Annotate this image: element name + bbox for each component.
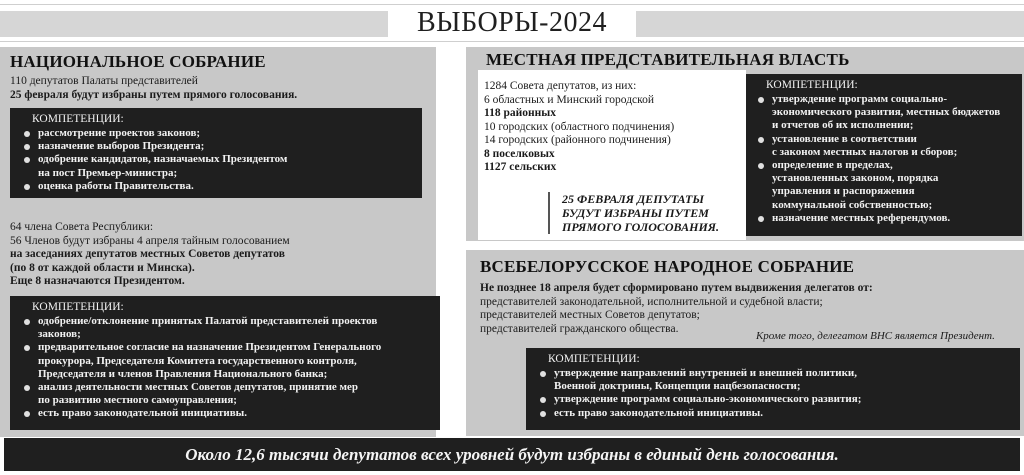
house-comp-list <box>16 127 416 193</box>
council-competences <box>10 296 440 430</box>
vns-line3: представителей местных Советов депутатов; <box>480 309 700 321</box>
footer-banner: Около 12,6 тысячи депутатов всех уровней будут избраны в единый день голосования. <box>4 438 1020 471</box>
vns-title: ВСЕБЕЛОРУССКОЕ НАРОДНОЕ СОБРАНИЕ <box>480 257 855 276</box>
list-item-cont: и отчетов об их исполнении; <box>772 119 914 132</box>
national-title: НАЦИОНАЛЬНОЕ СОБРАНИЕ <box>10 52 266 71</box>
vns-competences <box>526 348 1020 430</box>
list-item-cont: Военной доктрины, Концепции нацбезопасности; <box>554 380 801 393</box>
list-item: есть право законодательной инициативы. <box>16 407 434 420</box>
local-stats <box>484 80 744 175</box>
list-item-cont: с законом местных налогов и сборов; <box>772 145 958 158</box>
list-item-cont: прокурора, Председателя Комитета государственного контроля, <box>38 354 357 367</box>
council-line2c: (по 8 от каждой области и Минска). <box>10 261 195 274</box>
vns-comp-list <box>532 367 1014 420</box>
national-gap <box>0 196 436 216</box>
local-title: МЕСТНАЯ ПРЕДСТАВИТЕЛЬНАЯ ВЛАСТЬ <box>486 50 850 69</box>
council-comp-list <box>16 315 434 421</box>
local-line: 118 районных <box>484 107 556 119</box>
vns-line1: Не позднее 18 апреля будет сформировано путем выдвижения делегатов от: <box>480 282 873 294</box>
list-item: утверждение направлений внутренней и внешней политики, <box>532 367 1014 380</box>
page-title: ВЫБОРЫ-2024 <box>416 7 607 38</box>
list-item-cont: по развитию местного самоуправления; <box>38 394 237 407</box>
council-line3: Еще 8 назначаются Президентом. <box>10 275 185 287</box>
list-item: определение в пределах, <box>750 159 1018 172</box>
local-competences <box>746 74 1022 236</box>
list-item-cont: установленных законом, порядка <box>772 172 939 185</box>
list-item: утверждение программ социально-экономического развития; <box>532 393 1014 406</box>
list-item: предварительное согласие на назначение Президентом Генерального <box>16 341 434 354</box>
council-info <box>10 221 430 289</box>
house-info <box>10 75 430 102</box>
list-item: одобрение/отклонение принятых Палатой представителей проектов <box>16 315 434 328</box>
list-item: установление в соответствии <box>750 133 1018 146</box>
local-comp-list <box>750 93 1018 225</box>
list-item: назначение выборов Президента; <box>16 140 416 153</box>
local-comp-title: КОМПЕТЕНЦИИ: <box>766 79 858 91</box>
list-item-cont: коммунальной собственностью; <box>772 198 933 211</box>
list-item-cont: законов; <box>38 328 81 341</box>
local-line: 10 городских (областного подчинения) <box>484 120 675 133</box>
list-item: рассмотрение проектов законов; <box>16 127 416 140</box>
local-line: 1284 Совета депутатов, из них: <box>484 80 637 92</box>
council-line2a: 56 Членов будут избраны 4 апреля тайным голосованием <box>10 234 290 247</box>
vns-note: Кроме того, делегатом ВНС является Президент. <box>756 330 995 342</box>
local-quote: 25 ФЕВРАЛЯ ДЕПУТАТЫ БУДУТ ИЗБРАНЫ ПУТЕМ ПРЯМОГО ГОЛОСОВАНИЯ. <box>548 192 724 234</box>
list-item: утверждение программ социально- <box>750 93 1018 106</box>
list-item-cont: управления и распоряжения <box>772 185 915 198</box>
local-line: 1127 сельских <box>484 161 557 173</box>
list-item: оценка работы Правительства. <box>16 180 416 193</box>
local-line: 6 областных и Минский городской <box>484 93 655 106</box>
council-comp-title: КОМПЕТЕНЦИИ: <box>32 301 124 313</box>
house-line1: 110 депутатов Палаты представителей <box>10 75 198 87</box>
council-line2b: на заседаниях депутатов местных Советов депутатов <box>10 248 285 260</box>
title-bar <box>0 4 1024 42</box>
local-line: 14 городских (районного подчинения) <box>484 134 671 146</box>
list-item-cont: Председателя и членов Правления Национального банка; <box>38 367 328 380</box>
vns-info <box>480 282 1020 336</box>
list-item: одобрение кандидатов, назначаемых Президентом <box>16 153 416 166</box>
house-line2: 25 февраля будут избраны путем прямого голосования. <box>10 88 298 101</box>
vns-line2: представителей законодательной, исполнительной и судебной власти; <box>480 295 823 308</box>
council-line1: 64 члена Совета Республики: <box>10 221 154 233</box>
house-comp-title: КОМПЕТЕНЦИИ: <box>32 113 124 125</box>
house-competences <box>10 108 422 198</box>
list-item: есть право законодательной инициативы. <box>532 407 1014 420</box>
list-item: назначение местных референдумов. <box>750 212 1018 225</box>
list-item: анализ деятельности местных Советов депутатов, принятие мер <box>16 381 434 394</box>
vns-comp-title: КОМПЕТЕНЦИИ: <box>548 353 640 365</box>
list-item-cont: на пост Премьер-министра; <box>38 166 178 179</box>
list-item-cont: экономического развития, местных бюджетов <box>772 106 1001 119</box>
vns-line4: представителей гражданского общества. <box>480 322 679 335</box>
local-line: 8 поселковых <box>484 147 555 160</box>
